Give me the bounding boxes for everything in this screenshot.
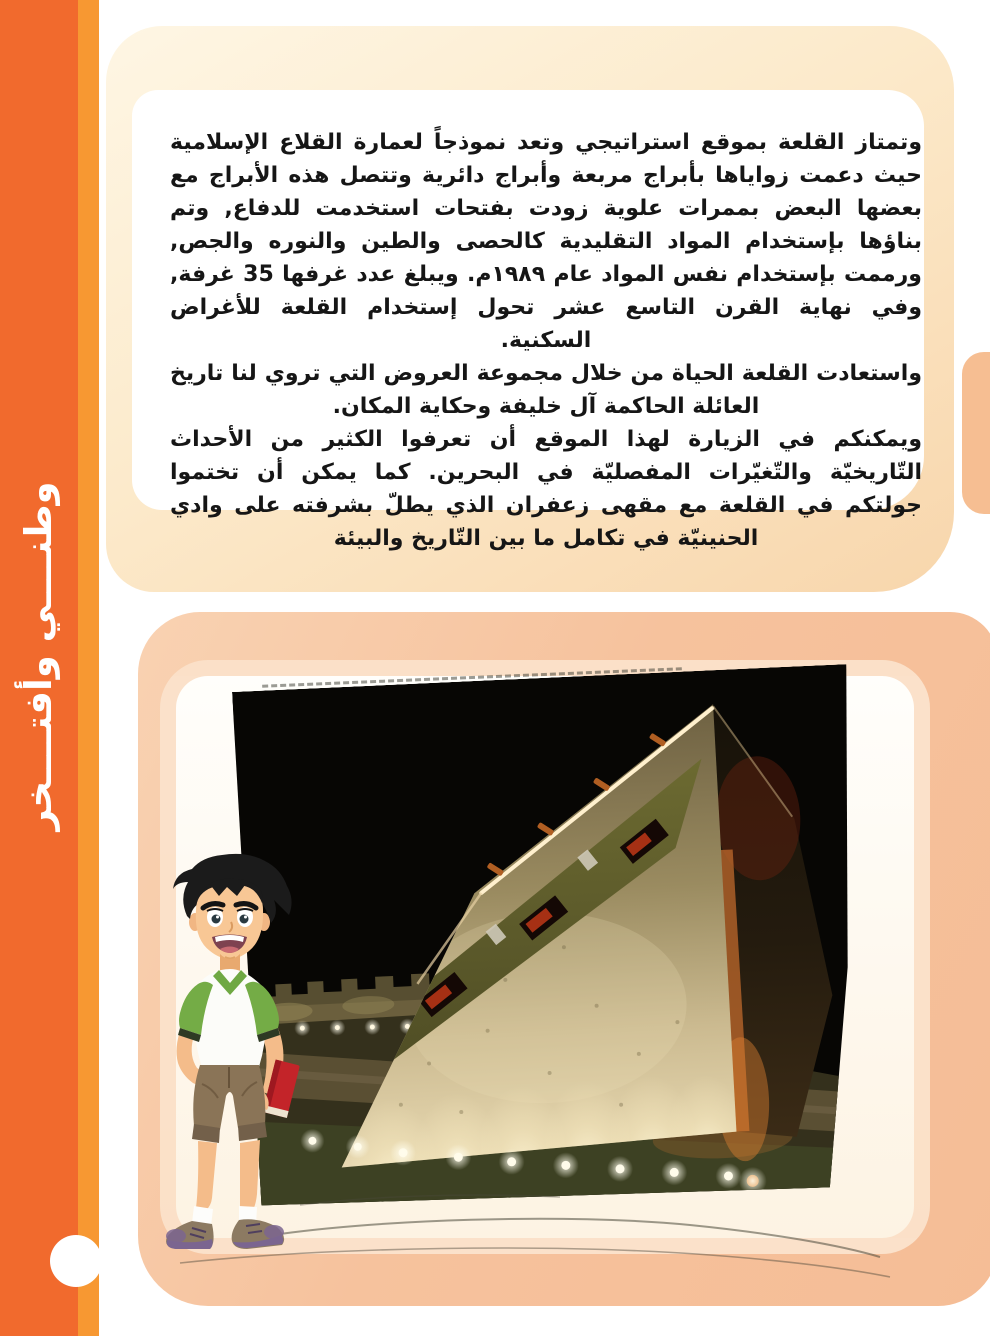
sidebar-light-strip: [78, 0, 99, 1336]
sidebar-vertical-title: وطنــــي وأفتــــخر: [17, 481, 60, 831]
sidebar-circle-cutout: [50, 1235, 102, 1287]
boy-shorts: [192, 1065, 267, 1143]
boy-illustration: [154, 852, 316, 1252]
fort-night-photo: [232, 664, 873, 1213]
article-text-block: [170, 126, 922, 555]
boy-character: [154, 852, 316, 1252]
boy-leg: [196, 1141, 217, 1210]
right-edge-decoration: [962, 352, 990, 514]
boy-shirt: [178, 969, 280, 1067]
article-paragraph-1: وتمتاز القلعة بموقع استراتيجي وتعد نموذجاً لعمارة القلاع الإسلامية حيث دعمت زواياها بأبراج مربعة وأبراج دائرية وتتصل هذه الأبراج مع بعضها البعض بممرات علوية زودت بفتحات استخدمت للدفاع, وتم بناؤها بإستخدام المواد التقليدية كالحصى والطين والنوره والجص, ورممت بإستخدام نفس المواد عام ١٩٨٩م. ويبلغ عدد غرفها 35 غرفة, وفي نهاية القرن التاسع عشر تحول إستخدام القلعة للأغراض السكنية.: [170, 130, 922, 353]
article-paragraph-3: ويمكنكم في الزيارة لهذا الموقع أن تعرفوا الكثير من الأحداث التّاريخيّة والتّغيّرات المفصليّة في البحرين. كما يمكن أن تختموا جولتكم في القلعة مع مقهى زعفران الذي يطلّ بشرفته على وادي الحنينيّة في تكامل ما بين التّاريخ والبيئة: [170, 427, 922, 551]
boy-shoe-left: [166, 1221, 214, 1249]
article-paragraph-2: واستعادت القلعة الحياة من خلال مجموعة العروض التي تروي لنا تاريخ العائلة الحاكمة آل خليفة وحكاية المكان.: [170, 361, 922, 419]
boy-leg: [240, 1140, 260, 1210]
fortress-illustration: [232, 664, 873, 1213]
boy-shoe-right: [232, 1219, 284, 1249]
